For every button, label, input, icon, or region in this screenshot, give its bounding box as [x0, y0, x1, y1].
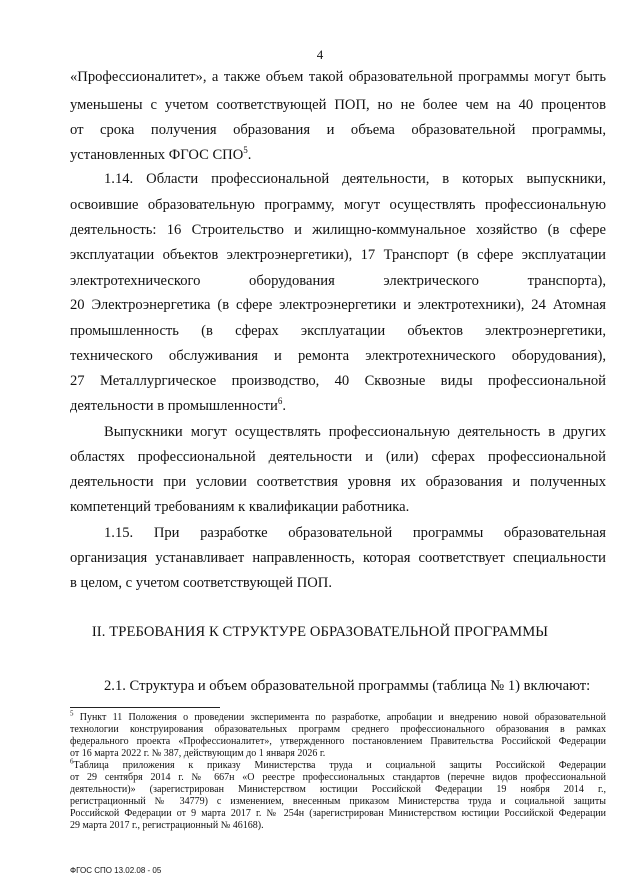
- body-line: Выпускники могут осуществлять профессиональную деятельность в других: [104, 424, 606, 440]
- footnote-line: от 29 сентября 2014 г. № 667н «О реестре профессиональных стандартов (перечне видов профессиональной: [70, 772, 606, 783]
- body-line: уменьшены с учетом соответствующей ПОП, но не более чем на 40 процентов: [70, 97, 606, 113]
- footnote-marker: 6: [70, 757, 74, 766]
- body-line: 1.15. При разработке образовательной программы образовательная: [104, 525, 606, 541]
- body-line: от срока получения образования и объема образовательной программы,: [70, 122, 606, 138]
- footnote-ref: 6: [277, 396, 283, 407]
- body-line-text: установленных ФГОС СПО: [70, 147, 244, 163]
- footnote-line: технологии конструирования образовательных программ среднего профессионального образования в рамках: [70, 724, 606, 735]
- body-line: областях профессиональной деятельности и (или) сферах профессиональной: [70, 449, 606, 465]
- footnote-line: деятельности)» (зарегистрирован Министерством юстиции Российской Федерации 19 ноября 2014 г.,: [70, 784, 606, 795]
- section-first-line: 2.1. Структура и объем образовательной программы (таблица № 1) включают:: [104, 678, 591, 694]
- body-line: промышленность (в сферах эксплуатации объектов электроэнергетики,: [70, 323, 606, 339]
- footnote-line: [70, 757, 606, 772]
- body-line: [70, 397, 606, 415]
- footnote-text: Пункт 11 Положения о проведении эксперимента по разработке, апробации и внедрению новой образовательной: [73, 712, 606, 723]
- footnote-line: федерального проекта «Профессионалитет», утвержденного постановлением Правительства Российской Федерации: [70, 736, 606, 747]
- body-line: освоившие образовательную программу, могут осуществлять профессиональную: [70, 197, 606, 213]
- footnote-line: Российской Федерации от 9 марта 2017 г. № 254н (зарегистрирован Министерством юстиции Российской Федерации: [70, 808, 606, 819]
- body-line: «Профессионалитет», а также объем такой образовательной программы могут быть: [70, 69, 606, 85]
- footnote-line: регистрационный № 34779) с изменением, внесенным приказом Министерства труда и социальной защиты: [70, 796, 606, 807]
- footnote-text: Таблица приложения к приказу Министерства труда и социальной защиты Российской Федерации: [73, 760, 606, 771]
- page-number: 4: [316, 47, 324, 62]
- footnote-marker: 5: [70, 709, 74, 718]
- body-line: организация устанавливает направленность, которая соответствует специальности: [70, 550, 606, 566]
- body-line-tail: .: [247, 147, 252, 163]
- body-line: в целом, с учетом соответствующей ПОП.: [70, 575, 332, 591]
- body-line: технического обслуживания и ремонта электротехнического оборудования),: [70, 348, 606, 364]
- body-line: 27 Металлургическое производство, 40 Сквозные виды профессиональной: [70, 373, 606, 389]
- body-line: деятельности при условии соответствия уровня их образования и полученных: [70, 474, 606, 490]
- body-line: эксплуатации объектов электроэнергетики), 17 Транспорт (в сфере эксплуатации: [70, 247, 606, 263]
- body-line: 1.14. Области профессиональной деятельности, в которых выпускники,: [104, 171, 606, 187]
- footnote-line: от 16 марта 2022 г. № 387, действующим до 1 января 2026 г.: [70, 748, 326, 759]
- body-line: 20 Электроэнергетика (в сфере электроэнергетики и электротехники), 24 Атомная: [70, 297, 606, 313]
- body-line: электротехнического оборудования электрического транспорта),: [70, 273, 606, 289]
- body-line: компетенций требованиям к квалификации работника.: [70, 499, 410, 515]
- body-line-tail: .: [282, 398, 286, 414]
- footnote-divider: [70, 707, 220, 708]
- body-line-text: деятельности в промышленности: [70, 398, 278, 414]
- footnote-line: 29 марта 2017 г., регистрационный № 46168).: [70, 820, 264, 831]
- body-line: деятельность: 16 Строительство и жилищно-коммунальное хозяйство (в сфере: [70, 222, 606, 238]
- footnote-line: [70, 709, 606, 724]
- body-line: [70, 146, 606, 164]
- section-heading: II. ТРЕБОВАНИЯ К СТРУКТУРЕ ОБРАЗОВАТЕЛЬНОЙ ПРОГРАММЫ: [91, 624, 549, 640]
- footnote-ref: 5: [243, 145, 248, 156]
- page-footer: ФГОС СПО 13.02.08 - 05: [70, 866, 162, 875]
